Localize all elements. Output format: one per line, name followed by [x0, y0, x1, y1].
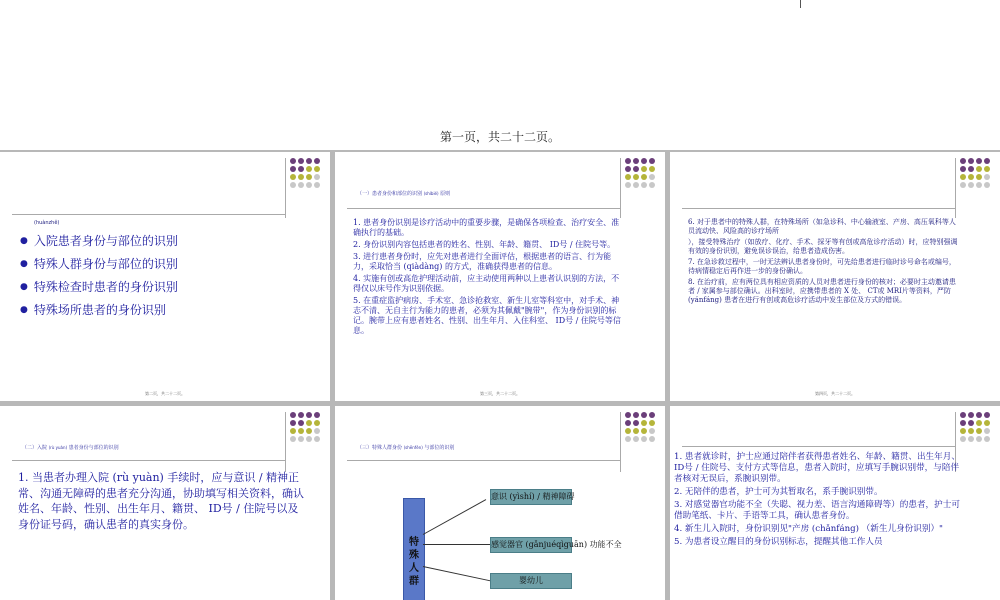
- list-item: ），接受特殊治疗（如放疗、化疗、手术、採牙等有创或高危诊疗活动）时，应特别强调有效的身份识别，避免误诊误治，给患者造成伤害。: [688, 238, 958, 255]
- special-cases-list: [688, 218, 960, 307]
- slide-heading: （二）入院 (rù yuàn) 患者身份与部位的识别: [22, 445, 119, 451]
- list-item: 2. 无陪伴的患者，护士可为其暂取名，系手腕识别带。: [674, 487, 883, 497]
- special-population-steps-list: [674, 452, 960, 550]
- divider-vertical: [620, 412, 621, 472]
- list-item: 5. 在重症监护病房、手术室、急诊抢救室、新生儿室等科室中，对手术、神志不清、无自主行为能力的患者，必须为其佩戴"腕带"，作为身份识别的标记。腕带上应有患者姓名、性别、出生年月、入住科室、 ID号 / 住院号等信息。: [353, 296, 621, 335]
- slide-thumbnail-2[interactable]: [0, 152, 330, 401]
- divider-vertical: [285, 158, 286, 218]
- list-item: 4. 新生儿入院时，身份识别见"产房 (chǎnfáng) （新生儿身份识别）": [674, 524, 944, 534]
- slide-page-number: 第四页，共二十二页。: [815, 391, 855, 396]
- admission-text: 1. 当患者办理入院 (rù yuàn) 手续时，应与意识 / 精神正常、沟通无障碍的患者充分沟通，协助填写相关资料，确认姓名、年龄、性别、出生年月、籍贯、 ID号 / 住院号以及身份证号码，确认患者的真实身份。: [18, 471, 304, 531]
- list-item: 3. 对感觉器官功能不全（失聪、视力差、语言沟通障碍等）的患者，护士可借助笔纸、卡片、手语等工具，确认患者身份。: [674, 500, 960, 521]
- list-item: ● 入院患者身份与部位的识别: [20, 234, 178, 248]
- divider-horizontal: [12, 460, 286, 461]
- page-footer: 第一页，共二十二页。: [439, 130, 560, 144]
- decorative-dots-icon: [290, 158, 324, 190]
- slide-page-number: 第三页，共二十二页。: [480, 391, 520, 396]
- arrow-line: [423, 544, 490, 545]
- slide-page-number: 第二页，共二十二页。: [145, 391, 185, 396]
- list-item: 6. 对于患者中的特殊人群，在特殊场所（如急诊科、中心输液室、产房、高压氧科等人员流动快、风险高的诊疗场所: [688, 218, 956, 235]
- category-box: 意识 (yìshí) / 精神障碍: [490, 489, 572, 505]
- list-item: 1. 患者就诊时，护士应通过陪伴者获得患者姓名、年龄、籍贯、出生年月、 ID号 / 住院号、支付方式等信息，患者入院时，应填写手腕识别带，与陪伴者核对无误后，系腕识别带。: [674, 452, 960, 484]
- category-box: 婴幼儿: [490, 573, 572, 589]
- divider-horizontal: [682, 208, 956, 209]
- pinyin-annotation: (huànzhě): [34, 220, 60, 226]
- slide-thumbnail-7[interactable]: [670, 406, 1000, 600]
- list-item: ● 特殊检查时患者的身份识别: [20, 280, 178, 294]
- divider-horizontal: [347, 460, 621, 461]
- divider-vertical: [955, 158, 956, 218]
- list-item: ● 特殊人群身份与部位的识别: [20, 257, 178, 271]
- bullet-icon: ●: [20, 281, 28, 292]
- slide-heading: （三）特殊人群身份 (shēnfèn) 与部位的识别: [357, 445, 455, 451]
- bullet-icon: ●: [20, 235, 28, 246]
- arrow-line: [423, 499, 486, 535]
- list-item: 7. 在急诊救过程中，一时无法辨认患者身份时，可先给患者进行临时诊号命名或编号，待病情稳定后再作进一步的身份确认。: [688, 258, 956, 275]
- principle-list: [353, 218, 625, 338]
- slide-thumbnail-4[interactable]: [670, 152, 1000, 401]
- list-item: 5. 为患者设立醒目的身份识别标志，提醒其他工作人员: [674, 537, 883, 547]
- divider-vertical: [285, 412, 286, 472]
- bullet-icon: ●: [20, 304, 28, 315]
- decorative-dots-icon: [960, 158, 994, 190]
- decorative-dots-icon: [625, 412, 659, 444]
- category-box: 感觉器官 (gǎnjuéqìguān) 功能不全: [490, 537, 572, 553]
- list-item: 1. 患者身份识别是诊疗活动中的重要步骤，是确保各项检查、治疗安全、准确执行的基础。: [353, 218, 620, 237]
- slide-thumbnail-3[interactable]: [335, 152, 665, 401]
- divider-horizontal: [347, 208, 621, 209]
- list-item: ● 特殊场所患者的身份识别: [20, 303, 166, 317]
- list-item: 2. 身份识别内容包括患者的姓名、性别、年龄、籍贯、 ID号 / 住院号等。: [353, 240, 616, 249]
- decorative-dots-icon: [290, 412, 324, 444]
- decorative-dots-icon: [960, 412, 994, 444]
- topic-list: [20, 232, 178, 324]
- slide-thumbnail-5[interactable]: [0, 406, 330, 600]
- slide-thumbnail-6[interactable]: [335, 406, 665, 600]
- root-label: 特殊人群: [409, 537, 419, 587]
- decorative-dots-icon: [625, 158, 659, 190]
- divider-horizontal: [682, 446, 956, 447]
- list-item: 8. 在治疗前，应有两位具有相应资质的人员对患者进行身份的核对；必要时主动邀请患者 / 家属参与部位确认。出科室时，应携带患者的 X 处、 CT或 MRI片等资料，严防 (yánfáng) 患者在进行有创或高危诊疗活动中发生部位及方式的错误。: [688, 278, 956, 304]
- top-divider: [800, 0, 801, 8]
- list-item: 3. 进行患者身份时，应先对患者进行全面评估，根据患者的语言、行为能力，采取恰当 (qiàdàng) 的方式，准确获得患者的信息。: [353, 252, 612, 271]
- slide-heading: （一）患者身份和部位的识别 (shíbié) 原则: [357, 191, 451, 197]
- arrow-line: [423, 566, 492, 582]
- bullet-icon: ●: [20, 258, 28, 269]
- divider-vertical: [620, 158, 621, 218]
- divider-horizontal: [12, 214, 286, 215]
- list-item: 4. 实施有创或高危护理活动前，应主动使用两种以上患者认识别的方法，不得仅以床号作为识别依据。: [353, 274, 620, 293]
